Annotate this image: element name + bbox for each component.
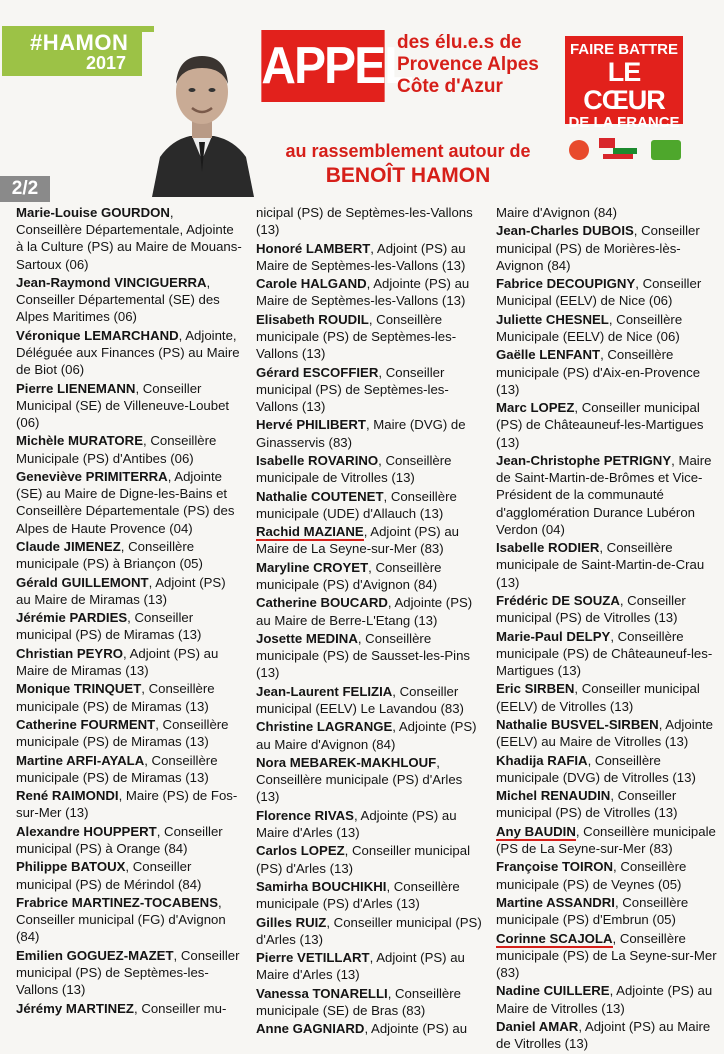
signatory-entry <box>256 594 486 628</box>
signatory-entry <box>256 240 486 274</box>
signatory-description: , Adjointe (EELV) au Maire de Vitrolles (13) <box>496 716 713 750</box>
signatory-description: , Conseiller municipal (PS) d'Arles (13) <box>256 843 471 876</box>
signatory-name: Marie-Paul DELPY <box>496 628 611 644</box>
signatory-description: , Adjointe (PS) au Maire d'Arles (13) <box>256 807 457 840</box>
signatory-description: , Conseillère municipale (PS de La Seyne-sur-Mer (83) <box>496 823 716 856</box>
signatory-entry <box>256 559 486 593</box>
signatory-name: Jean-Christophe PETRIGNY <box>496 452 672 468</box>
slogan-line-2: LE CŒUR <box>583 57 665 115</box>
signatory-entry <box>496 752 718 786</box>
slogan-line-1: FAIRE BATTRE <box>569 41 679 58</box>
signatory-entry <box>16 645 242 679</box>
signatory-entry <box>496 592 718 626</box>
subtitle-line: Côte d'Azur <box>397 76 503 97</box>
signatory-name: Carole HALGAND <box>256 276 367 292</box>
signatory-name: Martine ARFI-AYALA <box>16 752 145 768</box>
signatory-description: nicipal (PS) de Septèmes-les-Vallons (13) <box>256 205 473 238</box>
signatory-entry <box>16 327 242 379</box>
signatory-name: Samirha BOUCHIKHI <box>256 878 387 894</box>
signatory-name: Frédéric DE SOUZA <box>496 592 620 608</box>
signatory-description: , Conseillère municipale (PS) à Briançon (05) <box>16 538 203 572</box>
signatory-name: Philippe BATOUX <box>16 859 126 875</box>
signatory-entry <box>256 275 486 309</box>
signatory-description: , Conseiller municipal (FG) d'Avignon (84) <box>16 894 226 945</box>
signatory-name: Anne GAGNIARD <box>256 1021 365 1037</box>
signatories-column-2 <box>256 204 486 1039</box>
candidate-name: BENOÎT HAMON <box>325 164 491 187</box>
signatory-description: , Conseiller Municipal (EELV) de Nice (06) <box>496 276 702 309</box>
signatory-entry <box>16 574 242 608</box>
signatory-name: Josette MEDINA <box>256 630 358 646</box>
signatory-description: , Adjointe (PS) au Maire de Vitrolles (13) <box>496 983 713 1016</box>
signatory-entry <box>16 274 242 326</box>
appel-title: APPEL <box>261 30 384 102</box>
signatories-column-1 <box>16 204 242 1018</box>
signatory-description: , Conseillère municipale (PS) d'Avignon (84) <box>256 559 442 592</box>
signatory-description: , Conseillère municipale (PS) d'Arles (13) <box>256 878 460 912</box>
signatory-description: , Conseillère municipale (PS) de Miramas (13) <box>16 681 215 714</box>
signatory-name: Juliette CHESNEL <box>496 311 609 327</box>
signatory-name: Marie-Louise GOURDON <box>16 205 170 220</box>
signatory-description: , Conseillère municipale de Saint-Martin-de-Crau (13) <box>496 540 705 590</box>
signatory-name: Frabrice MARTINEZ-TOCABENS <box>16 894 218 910</box>
signatory-name: Pierre LIENEMANN <box>16 380 136 396</box>
signatory-entry <box>496 787 718 821</box>
signatory-name: Khadija RAFIA <box>496 752 588 768</box>
signatory-name: Fabrice DECOUPIGNY <box>496 276 636 292</box>
signatory-description: , Conseillère municipale (UDE) d'Allauch (13) <box>256 488 457 521</box>
signatory-name: Jérémy MARTINEZ <box>16 1000 134 1016</box>
signatory-entry <box>496 680 718 714</box>
signatory-name: Marc LOPEZ <box>496 400 575 416</box>
signatory-name: Florence RIVAS <box>256 807 354 823</box>
signatory-name: Catherine FOURMENT <box>16 716 156 732</box>
signatory-description: , Adjoint (PS) au Maire de Miramas (13) <box>16 645 219 678</box>
signatory-name: Michèle MURATORE <box>16 433 144 449</box>
signatory-name: Corinne SCAJOLA <box>496 930 613 946</box>
signatory-name: Rachid MAZIANE <box>256 524 364 540</box>
signatory-entry <box>256 488 486 522</box>
signatory-description: , Adjoint (PS) au Maire de Vitrolles (13) <box>496 1018 711 1052</box>
signatory-name: Isabelle ROVARINO <box>256 452 379 468</box>
signatory-entry <box>496 399 718 451</box>
signatory-name: Daniel AMAR <box>496 1018 579 1034</box>
signatory-name: Pierre VETILLART <box>256 950 370 966</box>
signatory-description: , Adjoint (PS) au Maire de Miramas (13) <box>16 574 226 607</box>
signatory-name: Catherine BOUCARD <box>256 595 388 611</box>
signatory-description: , Conseiller municipal (PS) de Mérindol (84) <box>16 859 202 892</box>
signatory-entry <box>256 452 486 486</box>
signatory-description: , Conseillère municipale (PS) de Châteauneuf-les-Martigues (13) <box>496 628 713 678</box>
signatory-entry <box>496 539 718 591</box>
hashtag-banner <box>2 26 154 76</box>
signatory-name: Jérémie PARDIES <box>16 610 128 626</box>
signatory-entry <box>496 452 718 538</box>
signatory-name: Honoré LAMBERT <box>256 240 371 256</box>
signatory-name: Monique TRINQUET <box>16 681 142 697</box>
green-party-logo-icon <box>651 140 681 160</box>
signatory-entry <box>496 628 718 680</box>
signatory-entry <box>496 222 718 274</box>
signatory-entry <box>256 523 486 557</box>
signatory-entry <box>256 914 486 948</box>
signatory-entry <box>256 630 486 682</box>
signatory-description: , Conseillère Municipale (PS) d'Antibes (06) <box>16 433 217 466</box>
signatory-description: , Conseiller municipal (PS) de Miramas (13) <box>16 610 202 643</box>
signatory-entry <box>16 787 242 821</box>
signatory-entry <box>256 807 486 841</box>
signatory-entry <box>16 894 242 946</box>
signatory-entry <box>256 364 486 416</box>
signatory-entry <box>496 858 718 892</box>
signatory-description: , Maire (PS) de Fos-sur-Mer (13) <box>16 788 238 821</box>
signatory-name: Geneviève PRIMITERRA <box>16 468 168 484</box>
candidate-portrait <box>142 32 262 197</box>
rassemblement-line: au rassemblement autour de <box>285 141 531 161</box>
signatory-entry <box>256 754 486 806</box>
signatory-name: Elisabeth ROUDIL <box>256 311 369 327</box>
signatory-entry <box>256 1020 486 1037</box>
signatory-description: , Conseillère Municipale (EELV) de Nice (06) <box>496 311 683 344</box>
signatory-name: Martine ASSANDRI <box>496 894 615 910</box>
signatory-name: Vanessa TONARELLI <box>256 985 388 1001</box>
signatory-description: , Conseiller municipal (PS) à Orange (84) <box>16 823 223 856</box>
signatory-name: Nathalie BUSVEL-SIRBEN <box>496 716 659 732</box>
hashtag-year: 2017 <box>86 53 127 73</box>
signatory-entry <box>16 1000 242 1017</box>
signatory-description: , Conseiller Municipal (SE) de Villeneuve-Loubet (06) <box>16 380 230 430</box>
signatory-description: , Conseiller municipal (PS) de Morières-lès-Avignon (84) <box>496 223 700 273</box>
signatory-name: Jean-Laurent FELIZIA <box>256 683 393 699</box>
signatory-description: Maire d'Avignon (84) <box>496 205 618 220</box>
campaign-slogan-box <box>565 36 683 131</box>
signatory-description: , Adjointe (PS) au <box>364 1021 468 1037</box>
signatory-description: , Adjointe (PS) au Maire d'Avignon (84) <box>256 719 477 752</box>
signatory-name: Véronique LEMARCHAND <box>16 327 179 343</box>
signatory-name: Any BAUDIN <box>496 823 576 839</box>
signatory-entry <box>256 985 486 1019</box>
signatory-entry <box>256 683 486 717</box>
signatory-name: Maryline CROYET <box>256 559 369 575</box>
signatory-name: Carlos LOPEZ <box>256 843 345 859</box>
signatory-description: , Adjointe, Déléguée aux Finances (PS) au Maire de Biot (06) <box>16 327 240 378</box>
signatory-name: Claude JIMENEZ <box>16 538 121 554</box>
ps-logo-icon <box>569 140 589 160</box>
signatory-entry <box>496 346 718 398</box>
signatory-description: , Conseiller mu- <box>134 1000 227 1016</box>
signatory-description: , Conseiller municipal (PS) de Châteauneuf-les-Martigues (13) <box>496 400 704 450</box>
signatory-entry <box>16 947 242 999</box>
signatory-name: Emilien GOGUEZ-MAZET <box>16 947 174 963</box>
signatory-entry <box>16 380 242 432</box>
appel-subtitle <box>397 32 547 98</box>
signatory-description: , Conseiller municipal (EELV) Le Lavandou (83) <box>256 683 464 716</box>
signatory-entry <box>16 468 242 537</box>
signatory-description: , Maire (DVG) de Ginasservis (83) <box>256 417 466 450</box>
signatory-name: Nadine CUILLERE <box>496 983 610 999</box>
signatory-entry <box>496 275 718 309</box>
signatory-description: , Adjointe (PS) au Maire de Septèmes-les-Vallons (13) <box>256 276 470 309</box>
signatory-description: , Conseiller municipal (PS) de Vitrolles (13) <box>496 592 686 626</box>
signatory-description: , Conseillère municipale (PS) de Miramas (13) <box>16 752 218 785</box>
subtitle-line: des élu.e.s de <box>397 32 522 53</box>
signatory-description: , Adjoint (PS) au Maire de Septèmes-les-Vallons (13) <box>256 240 466 273</box>
signatory-entry <box>496 823 718 857</box>
signatory-entry <box>496 311 718 345</box>
signatory-name: Eric SIRBEN <box>496 681 575 697</box>
signatory-entry <box>16 823 242 857</box>
party-logos <box>565 136 685 164</box>
signatory-name: Gérard ESCOFFIER <box>256 364 379 380</box>
hashtag-text: #HAMON <box>30 30 129 55</box>
signatory-entry <box>256 842 486 876</box>
signatory-name: Gérald GUILLEMONT <box>16 574 149 590</box>
signatory-description: , Conseiller municipal (PS) de Vitrolles (13) <box>496 788 678 821</box>
signatory-description: , Conseillère municipale (PS) de Miramas (13) <box>16 716 229 750</box>
signatory-entry <box>16 680 242 714</box>
signatory-name: Gilles RUIZ <box>256 914 327 930</box>
signatory-entry <box>256 311 486 363</box>
page-number-badge: 2/2 <box>0 176 50 202</box>
signatories-column-3 <box>496 204 718 1054</box>
signatory-entry <box>496 204 718 221</box>
signatory-entry <box>256 204 486 238</box>
signatory-name: Nathalie COUTENET <box>256 488 384 504</box>
signatory-description: , Maire de Saint-Martin-de-Brômes et Vice-Président de la communauté d'agglomération Durance Lubéron Verdon (04) <box>496 452 712 537</box>
signatory-description: , Conseiller municipal (PS) de Septèmes-les-Vallons (13) <box>16 947 240 998</box>
signatory-entry <box>256 878 486 912</box>
slogan-line-3: DE LA FRANCE <box>568 114 680 131</box>
signatory-entry <box>496 930 718 982</box>
signatory-description: , Adjointe (PS) au Maire de Berre-L'Etang (13) <box>256 595 473 628</box>
signatory-description: , Conseillère municipale (PS) de La Seyne-sur-Mer (83) <box>496 930 717 980</box>
signatory-description: , Conseillère municipale (PS) de Veynes (05) <box>496 859 687 892</box>
signatory-description: , Conseillère municipale (DVG) de Vitrolles (13) <box>496 752 696 785</box>
signatory-description: , Conseillère municipale (PS) de Sausset-les-Pins (13) <box>256 630 471 681</box>
signatory-name: Nora MEBAREK-MAKHLOUF <box>256 754 437 770</box>
signatory-entry <box>16 204 242 273</box>
signatory-description: , Conseiller Départemental (SE) des Alpes Maritimes (06) <box>16 275 220 325</box>
signatory-name: Michel RENAUDIN <box>496 788 611 804</box>
signatory-description: , Conseillère municipale (PS) d'Embrun (05) <box>496 894 689 928</box>
signatory-entry <box>16 716 242 750</box>
signatory-name: Jean-Raymond VINCIGUERRA <box>16 275 207 290</box>
signatory-name: Alexandre HOUPPERT <box>16 823 157 839</box>
signatory-entry <box>16 432 242 466</box>
signatory-entry <box>256 949 486 983</box>
signatory-name: Christine LAGRANGE <box>256 719 393 735</box>
signatory-entry <box>496 716 718 750</box>
signatory-entry <box>16 538 242 572</box>
signatory-entry <box>16 752 242 786</box>
signatory-name: Françoise TOIRON <box>496 859 614 875</box>
signatory-description: , Conseillère municipale (SE) de Bras (83) <box>256 985 461 1018</box>
signatory-name: René RAIMONDI <box>16 788 119 804</box>
rassemblement-heading <box>258 140 558 188</box>
signatory-description: , Conseillère municipale (PS) de Septèmes-les-Vallons (13) <box>256 311 457 362</box>
signatory-description: , Conseillère municipale de Vitrolles (13) <box>256 452 452 486</box>
signatory-description: , Conseiller municipal (EELV) de Vitrolles (13) <box>496 681 700 714</box>
subtitle-line: Provence Alpes <box>397 54 539 75</box>
signatory-entry <box>16 609 242 643</box>
signatory-description: , Conseiller municipal (PS) de Septèmes-les-Vallons (13) <box>256 364 449 414</box>
signatory-entry <box>496 982 718 1016</box>
signatory-description: , Conseillère municipale (PS) d'Aix-en-Provence (13) <box>496 347 701 397</box>
signatory-name: Jean-Charles DUBOIS <box>496 223 634 239</box>
signatory-description: , Conseiller municipal (PS) d'Arles (13) <box>256 914 482 947</box>
signatory-description: , Conseillère municipale (PS) d'Arles (13) <box>256 754 463 805</box>
signatory-entry <box>256 718 486 752</box>
signatory-name: Isabelle RODIER <box>496 540 600 556</box>
signatory-description: , Adjoint (PS) au Maire d'Arles (13) <box>256 950 465 983</box>
signatory-entry <box>256 416 486 450</box>
signatory-description: , Adjointe (SE) au Maire de Digne-les-Bains et Conseillère Départementale (PS) des Alpes de Haute Provence (04) <box>16 468 235 536</box>
signatory-description: , Adjoint (PS) au Maire de La Seyne-sur-Mer (83) <box>256 524 459 557</box>
signatory-description: , Conseillère Départementale, Adjointe à la Culture (PS) au Maire de Mouans-Sartoux (06) <box>16 205 242 272</box>
signatory-entry <box>16 858 242 892</box>
signatory-entry <box>496 1018 718 1052</box>
signatory-name: Gaëlle LENFANT <box>496 347 601 363</box>
signatory-entry <box>496 894 718 928</box>
signatory-name: Christian PEYRO <box>16 645 123 661</box>
ecologie-populaire-logo-icon <box>599 138 637 160</box>
signatory-name: Hervé PHILIBERT <box>256 417 366 433</box>
